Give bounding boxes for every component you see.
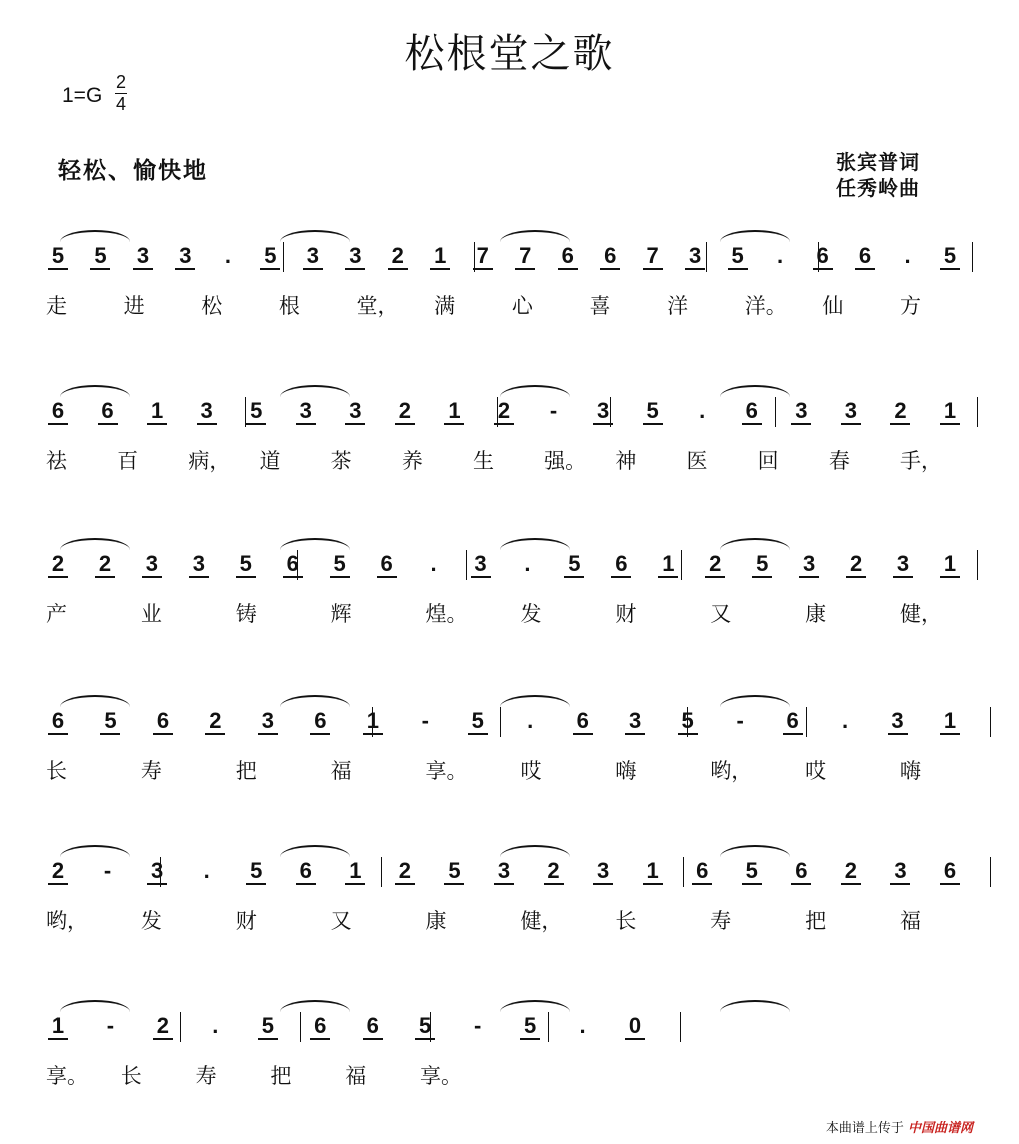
- note: 1: [363, 709, 383, 735]
- lyric-char: 辉: [330, 602, 352, 626]
- lyric-char: 进: [123, 294, 145, 318]
- lyric-char: 业: [140, 602, 162, 626]
- note: 5: [752, 552, 772, 578]
- bar-line: [474, 242, 475, 272]
- meter-bottom: 4: [115, 94, 126, 114]
- note: 2: [48, 859, 68, 885]
- note: 5: [564, 552, 584, 578]
- lyric-char: 道: [259, 449, 281, 473]
- note: 3: [685, 244, 705, 270]
- bar-line: [683, 857, 684, 887]
- note: 5: [678, 709, 698, 735]
- lyric-char: 心: [511, 294, 533, 318]
- note: 6: [573, 709, 593, 735]
- composer-credit: 任秀岭曲: [836, 176, 920, 200]
- bar-line: [372, 707, 373, 737]
- note: 5: [444, 859, 464, 885]
- lyric-char: 康: [425, 909, 447, 933]
- note: 3: [345, 399, 365, 425]
- bar-line: [500, 707, 501, 737]
- note: 2: [153, 1014, 173, 1040]
- bar-line: [548, 1012, 549, 1042]
- lyric-char: 强。: [544, 449, 587, 473]
- bar-line: [497, 397, 498, 427]
- bar-line: [610, 397, 611, 427]
- note: 5: [236, 552, 256, 578]
- slur-arc: [60, 695, 130, 707]
- bar-line: [775, 397, 776, 427]
- lyric-char: 神: [615, 449, 637, 473]
- note: 3: [303, 244, 323, 270]
- note: 3: [494, 859, 514, 885]
- note: 5: [742, 859, 762, 885]
- note: .: [224, 243, 231, 268]
- note: 5: [258, 1014, 278, 1040]
- bar-line: [381, 857, 382, 887]
- lyric-char: 茶: [330, 449, 352, 473]
- site-logo-text: 中国曲谱网: [907, 1121, 973, 1136]
- lyric-char: 哟，: [46, 909, 88, 933]
- lyric-char: 福: [345, 1064, 367, 1088]
- bar-line: [687, 707, 688, 737]
- lyric-char: 嗨: [615, 759, 637, 783]
- lyric-char: 福: [330, 759, 352, 783]
- bar-line: [300, 1012, 301, 1042]
- note: .: [527, 708, 534, 733]
- note: 1: [444, 399, 464, 425]
- slur-arc: [500, 845, 570, 857]
- lyric-char: 产: [46, 602, 67, 626]
- footer-prefix: 本曲谱上传于: [825, 1121, 904, 1136]
- lyric-char: 寿: [710, 909, 732, 933]
- lyric-char: 仙: [822, 294, 844, 318]
- lyric-char: 长: [615, 909, 637, 933]
- note: 3: [197, 399, 217, 425]
- bar-line: [990, 857, 991, 887]
- note: .: [524, 551, 531, 576]
- note: 2: [705, 552, 725, 578]
- note: 1: [345, 859, 365, 885]
- note: 6: [783, 709, 803, 735]
- note: 6: [742, 399, 762, 425]
- lyric-char: 寿: [140, 759, 162, 783]
- note: 5: [728, 244, 748, 270]
- note: 1: [430, 244, 450, 270]
- bar-line: [990, 707, 991, 737]
- note: .: [212, 1013, 219, 1038]
- tempo-marking: 轻松、愉快地: [58, 158, 208, 184]
- slur-arc: [720, 538, 790, 550]
- lyric-char: 祛: [46, 449, 67, 473]
- lyricist-credit: 张宾普词: [836, 150, 920, 174]
- bar-line: [680, 1012, 681, 1042]
- lyric-char: 根: [278, 294, 300, 318]
- note: 5: [468, 709, 488, 735]
- lyric-char: 健，: [900, 602, 942, 626]
- note: 6: [791, 859, 811, 885]
- lyric-char: 嗨: [900, 759, 921, 783]
- note: 5: [48, 244, 68, 270]
- lyric-char: 长: [46, 759, 67, 783]
- slur-arc: [280, 538, 350, 550]
- lyric-char: 方: [900, 294, 921, 318]
- note: 6: [296, 859, 316, 885]
- note: 6: [283, 552, 303, 578]
- lyric-char: 康: [805, 602, 827, 626]
- note: 1: [147, 399, 167, 425]
- lyric-char: 生: [473, 449, 494, 473]
- note: 6: [813, 244, 833, 270]
- slur-arc: [500, 385, 570, 397]
- note: 5: [415, 1014, 435, 1040]
- note: 5: [940, 244, 960, 270]
- note: 3: [175, 244, 195, 270]
- bar-line: [283, 242, 284, 272]
- note: -: [736, 708, 744, 733]
- note: 2: [890, 399, 910, 425]
- lyric-char: 回: [757, 449, 779, 473]
- note: 3: [345, 244, 365, 270]
- note: 1: [940, 552, 960, 578]
- note: .: [777, 243, 784, 268]
- slur-arc: [280, 845, 350, 857]
- note: 6: [310, 709, 330, 735]
- note: 0: [625, 1014, 645, 1040]
- lyric-char: 长: [120, 1064, 142, 1088]
- bar-line: [977, 550, 978, 580]
- lyric-char: 手，: [900, 449, 942, 473]
- note: 3: [147, 859, 167, 885]
- lyric-char: 松: [201, 294, 223, 318]
- slur-arc: [60, 538, 130, 550]
- note: 3: [791, 399, 811, 425]
- lyric-char: 又: [710, 602, 732, 626]
- bar-line: [245, 397, 246, 427]
- slur-arc: [500, 695, 570, 707]
- note: 6: [310, 1014, 330, 1040]
- note: 3: [133, 244, 153, 270]
- lyric-char: 堂，: [356, 294, 399, 318]
- lyric-char: 福: [900, 909, 921, 933]
- lyric-char: 医: [686, 449, 708, 473]
- note: 1: [48, 1014, 68, 1040]
- meter-top: 2: [115, 72, 126, 92]
- lyric-char: 满: [434, 294, 456, 318]
- lyric-char: 健，: [520, 909, 563, 933]
- lyric-char: 享。: [425, 759, 468, 783]
- note: 2: [544, 859, 564, 885]
- note: 6: [558, 244, 578, 270]
- lyric-char: 享。: [46, 1064, 88, 1088]
- score-line: [0, 705, 1019, 815]
- bar-line: [681, 550, 682, 580]
- lyric-char: 洋。: [744, 294, 787, 318]
- note: 3: [258, 709, 278, 735]
- lyric-char: 财: [235, 909, 257, 933]
- slur-arc: [720, 230, 790, 242]
- lyric-char: 喜: [589, 294, 611, 318]
- note: 5: [100, 709, 120, 735]
- note: -: [106, 1013, 115, 1038]
- note: .: [579, 1013, 586, 1038]
- note: 3: [890, 859, 910, 885]
- note: 1: [940, 399, 960, 425]
- note: .: [699, 398, 706, 423]
- bar-line: [160, 857, 161, 887]
- footer: [826, 1117, 973, 1136]
- lyric-char: 发: [140, 909, 162, 933]
- bar-line: [466, 550, 467, 580]
- slur-arc: [280, 385, 350, 397]
- lyric-char: 百: [117, 449, 139, 473]
- slur-arc: [280, 230, 350, 242]
- slur-arc: [720, 385, 790, 397]
- slur-arc: [720, 695, 790, 707]
- lyric-char: 把: [805, 909, 827, 933]
- note: 6: [48, 709, 68, 735]
- note: 2: [95, 552, 115, 578]
- lyric-char: 走: [46, 294, 67, 318]
- lyric-char: 养: [401, 449, 423, 473]
- note: 3: [841, 399, 861, 425]
- note: 5: [643, 399, 663, 425]
- note: -: [103, 858, 112, 883]
- score-line: [0, 240, 1019, 350]
- note: 2: [395, 399, 415, 425]
- note: 5: [246, 859, 266, 885]
- slur-arc: [60, 230, 130, 242]
- note: 5: [90, 244, 110, 270]
- note: 5: [260, 244, 280, 270]
- note: 6: [692, 859, 712, 885]
- note: 3: [189, 552, 209, 578]
- score-line: [0, 548, 1019, 658]
- note: 5: [520, 1014, 540, 1040]
- lyric-char: 哎: [520, 759, 542, 783]
- note: 6: [153, 709, 173, 735]
- slur-arc: [280, 695, 350, 707]
- lyric-char: 发: [520, 602, 542, 626]
- note: 2: [48, 552, 68, 578]
- lyric-char: 哟，: [710, 759, 753, 783]
- note: 6: [363, 1014, 383, 1040]
- note: 3: [296, 399, 316, 425]
- key-signature: 1=G: [62, 84, 103, 107]
- score-line: [0, 395, 1019, 505]
- lyric-char: 煌。: [425, 602, 468, 626]
- note: 3: [799, 552, 819, 578]
- note: 3: [593, 399, 613, 425]
- lyric-char: 又: [330, 909, 352, 933]
- bar-line: [972, 242, 973, 272]
- slur-arc: [60, 1000, 130, 1012]
- note: 6: [611, 552, 631, 578]
- bar-line: [430, 1012, 431, 1042]
- note: .: [841, 708, 849, 733]
- slur-arc: [720, 1000, 790, 1012]
- note: 3: [625, 709, 645, 735]
- lyric-char: 铸: [235, 602, 257, 626]
- lyric-char: 病，: [188, 449, 231, 473]
- lyric-char: 把: [270, 1064, 292, 1088]
- note: 1: [658, 552, 678, 578]
- song-title: 松根堂之歌: [404, 31, 615, 77]
- note: 2: [395, 859, 415, 885]
- slur-arc: [720, 845, 790, 857]
- lyric-char: 春: [828, 449, 850, 473]
- score-line: [0, 855, 1019, 965]
- note: 7: [473, 244, 493, 270]
- note: -: [473, 1013, 482, 1038]
- note: 3: [893, 552, 913, 578]
- slur-arc: [500, 1000, 570, 1012]
- note: -: [421, 708, 429, 733]
- note: 7: [643, 244, 663, 270]
- note: 2: [841, 859, 861, 885]
- lyric-char: 哎: [805, 759, 827, 783]
- note: 5: [330, 552, 350, 578]
- bar-line: [180, 1012, 181, 1042]
- note: 1: [940, 709, 960, 735]
- bar-line: [706, 242, 707, 272]
- note: 3: [142, 552, 162, 578]
- note: 7: [515, 244, 535, 270]
- note: .: [430, 551, 437, 576]
- note: 1: [643, 859, 663, 885]
- note: 3: [888, 709, 908, 735]
- lyric-char: 财: [615, 602, 637, 626]
- bar-line: [297, 550, 298, 580]
- slur-arc: [500, 538, 570, 550]
- note: 6: [48, 399, 68, 425]
- bar-line: [977, 397, 978, 427]
- note: 6: [855, 244, 875, 270]
- lyric-char: 洋: [667, 294, 689, 318]
- note: -: [549, 398, 558, 423]
- note: .: [904, 243, 911, 268]
- note: 2: [205, 709, 225, 735]
- lyric-char: 寿: [195, 1064, 217, 1088]
- note: 6: [600, 244, 620, 270]
- bar-line: [818, 242, 819, 272]
- note: 6: [98, 399, 118, 425]
- note: 3: [471, 552, 491, 578]
- bar-line: [806, 707, 807, 737]
- note: 6: [940, 859, 960, 885]
- lyric-char: 享。: [420, 1064, 462, 1088]
- slur-arc: [280, 1000, 350, 1012]
- slur-arc: [500, 230, 570, 242]
- note: 6: [377, 552, 397, 578]
- note: 3: [593, 859, 613, 885]
- note: 2: [494, 399, 514, 425]
- note: 2: [388, 244, 408, 270]
- note: .: [203, 858, 210, 883]
- note: 5: [246, 399, 266, 425]
- note: 2: [846, 552, 866, 578]
- slur-arc: [60, 385, 130, 397]
- time-signature: [114, 72, 128, 115]
- slur-arc: [60, 845, 130, 857]
- score-line: [0, 1010, 1019, 1120]
- lyric-char: 把: [235, 759, 257, 783]
